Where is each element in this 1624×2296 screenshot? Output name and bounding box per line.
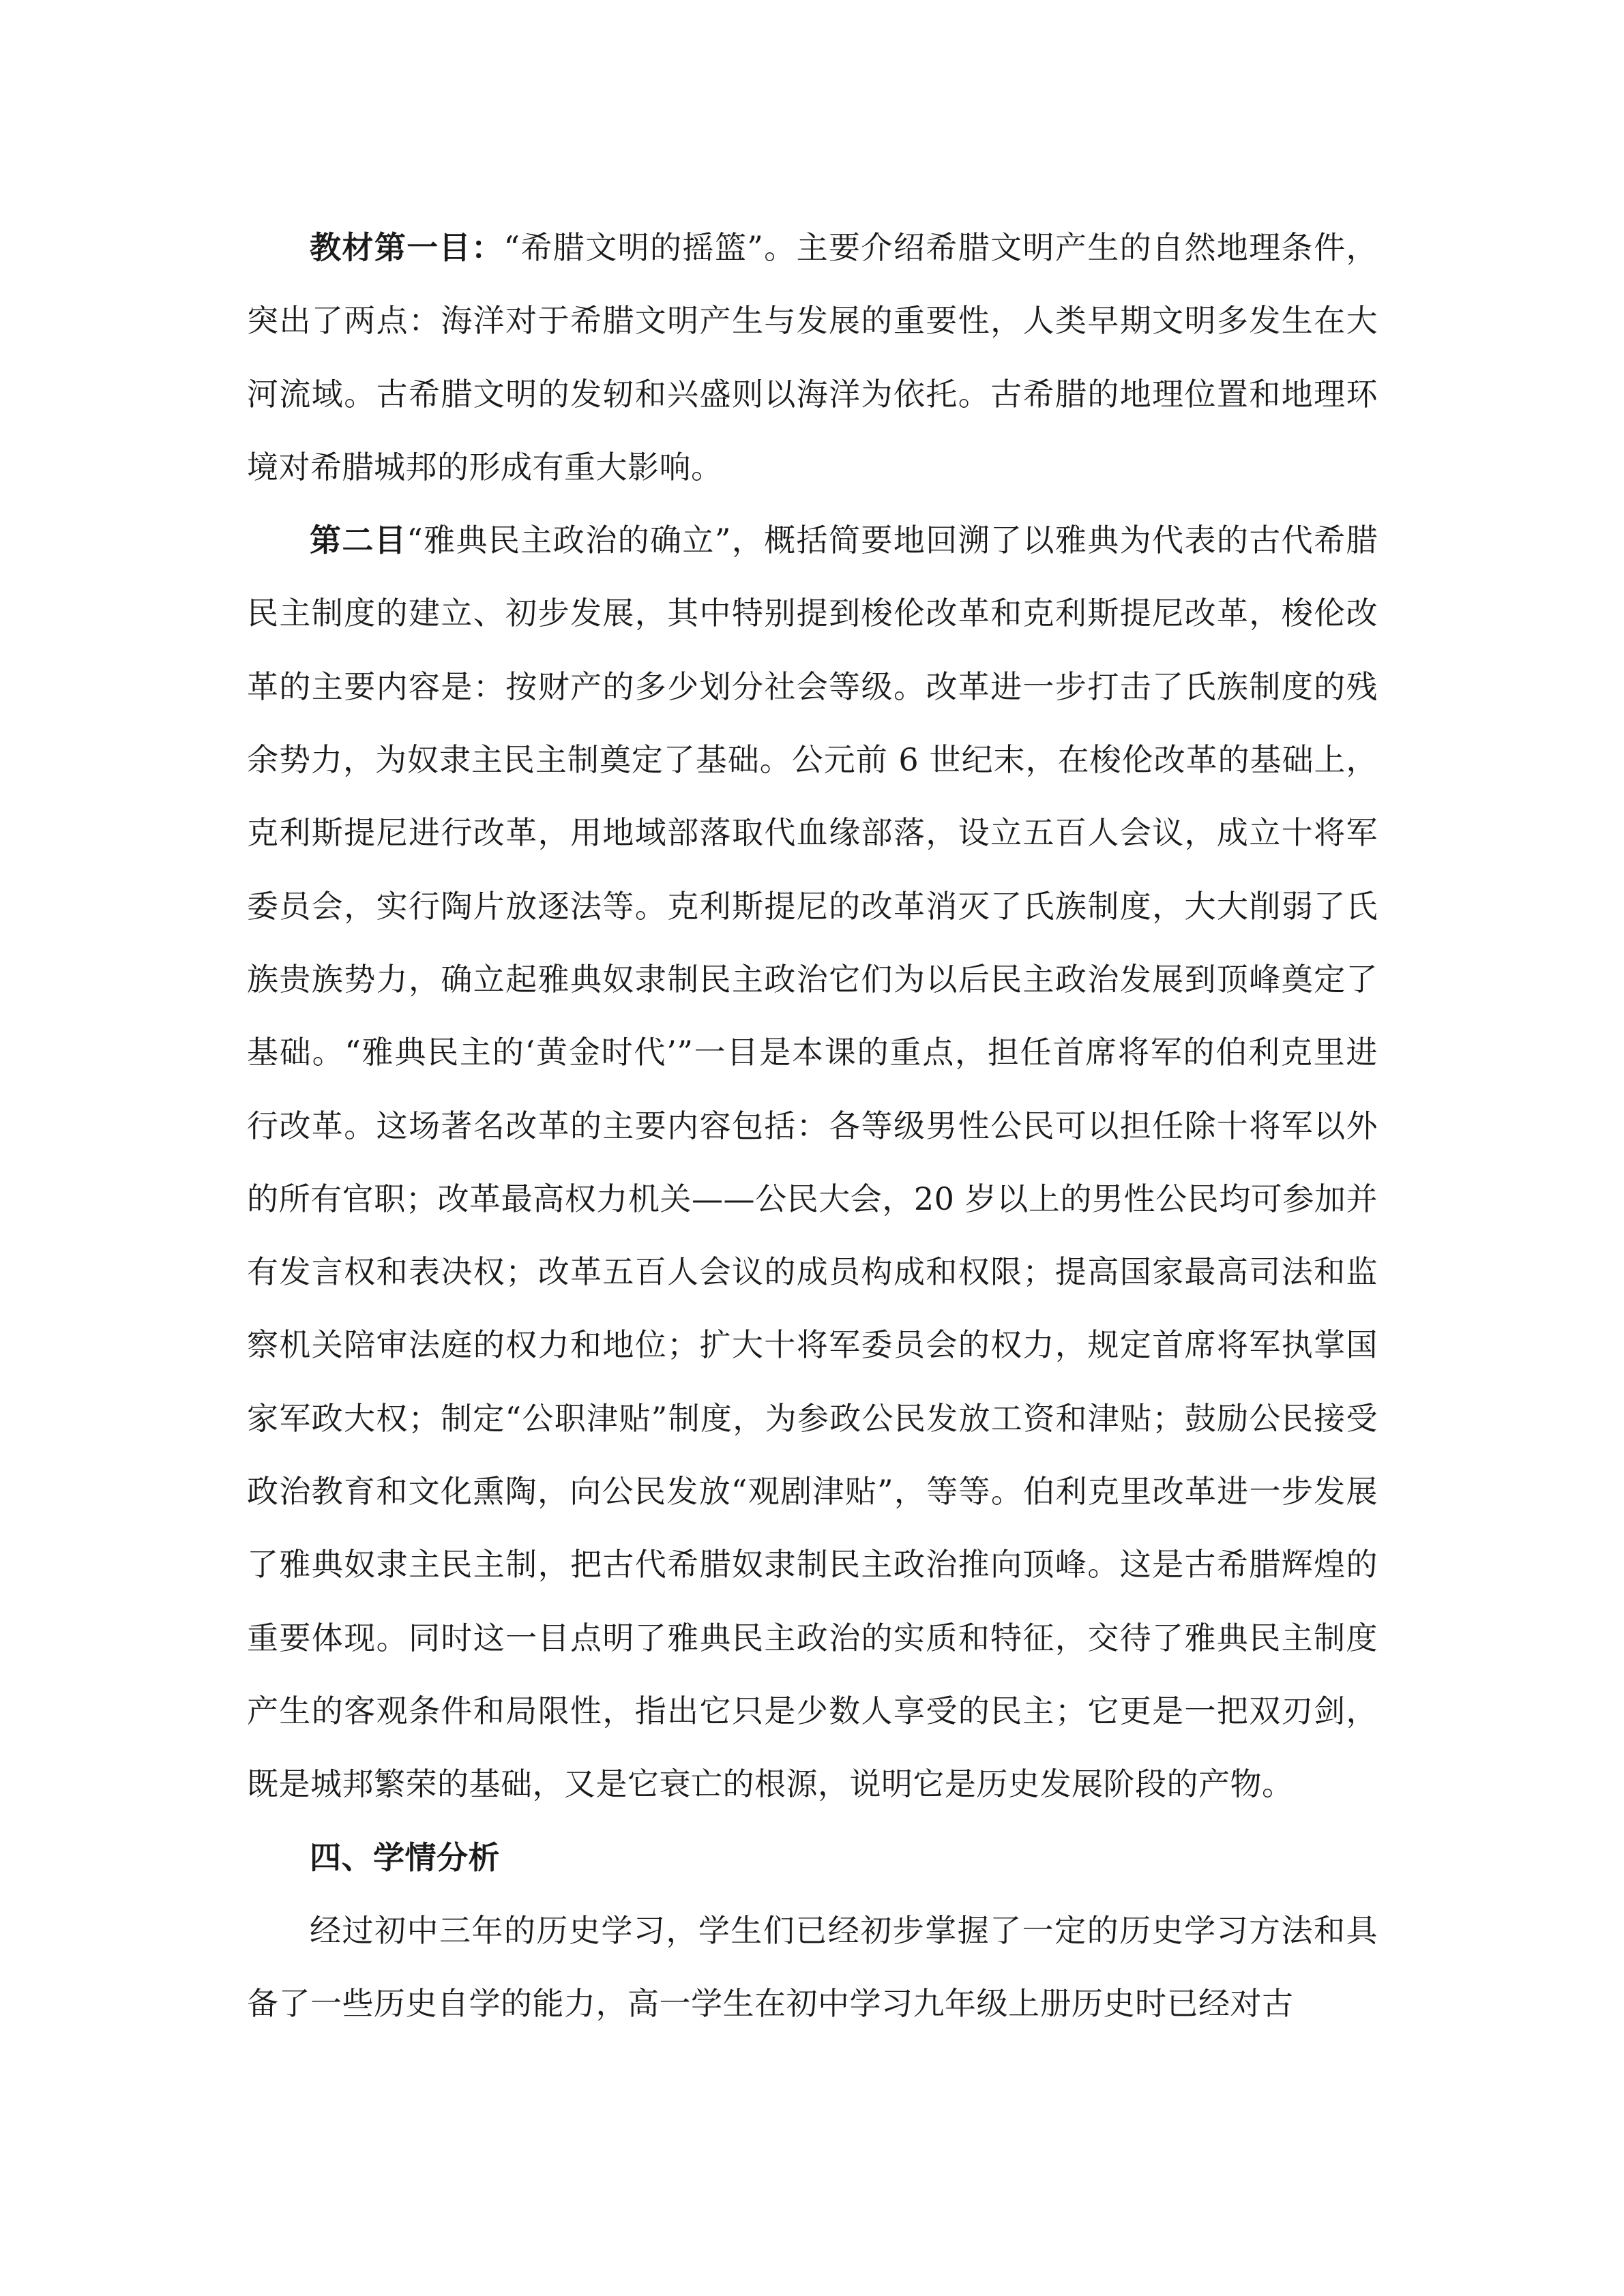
paragraph-lead: 第二目 xyxy=(310,522,407,559)
paragraph-student-analysis xyxy=(247,1894,1378,2041)
paragraph-text: “希腊文明的摇篮”。主要介绍希腊文明产生的自然地理条件，突出了两点：海洋对于希腊文明产生与发展的重要性，人类早期文明多发生在大河流域。古希腊文明的发轫和兴盛则以海洋为依托。古希腊的地理位置和地理环境对希腊城邦的形成有重大影响。 xyxy=(247,229,1378,486)
paragraph-second-section xyxy=(247,504,1378,1821)
paragraph-first-section xyxy=(247,211,1378,504)
section-heading: 四、学情分析 xyxy=(310,1838,500,1876)
paragraph-text: 经过初中三年的历史学习，学生们已经初步掌握了一定的历史学习方法和具备了一些历史自学的能力，高一学生在初中学习九年级上册历史时已经对古 xyxy=(247,1911,1378,2023)
paragraph-lead: 教材第一目： xyxy=(310,229,504,266)
document-page xyxy=(247,211,1378,2040)
paragraph-text: “雅典民主政治的确立”，概括简要地回溯了以雅典为代表的古代希腊民主制度的建立、初步发展，其中特别提到梭伦改革和克利斯提尼改革，梭伦改革的主要内容是：按财产的多少划分社会等级。改革进一步打击了氏族制度的残余势力，为奴隶主民主制奠定了基础。公元前 6 世纪末，在梭伦改革的基础上，克利斯提尼进行改革，用地域部落取代血缘部落，设立五百人会议，成立十将军委员会，实行陶片放逐法等。克利斯提尼的改革消灭了氏族制度，大大削弱了氏族贵族势力，确立起雅典奴隶制民主政治它们为以后民主政治发展到顶峰奠定了基础。“雅典民主的‘黄金时代’”一目是本课的重点，担任首席将军的伯利克里进行改革。这场著名改革的主要内容包括：各等级男性公民可以担任除十将军以外的所有官职；改革最高权力机关——公民大会，20 岁以上的男性公民均可参加并有发言权和表决权；改革五百人会议的成员构成和权限；提高国家最高司法和监察机关陪审法庭的权力和地位；扩大十将军委员会的权力，规定首席将军执掌国家军政大权；制定“公职津贴”制度，为参政公民发放工资和津贴；鼓励公民接受政治教育和文化熏陶，向公民发放“观剧津贴”，等等。伯利克里改革进一步发展了雅典奴隶主民主制，把古代希腊奴隶制民主政治推向顶峰。这是古希腊辉煌的重要体现。同时这一目点明了雅典民主政治的实质和特征，交待了雅典民主制度产生的客观条件和局限性，指出它只是少数人享受的民主；它更是一把双刃剑，既是城邦繁荣的基础，又是它衰亡的根源，说明它是历史发展阶段的产物。 xyxy=(247,522,1378,1803)
